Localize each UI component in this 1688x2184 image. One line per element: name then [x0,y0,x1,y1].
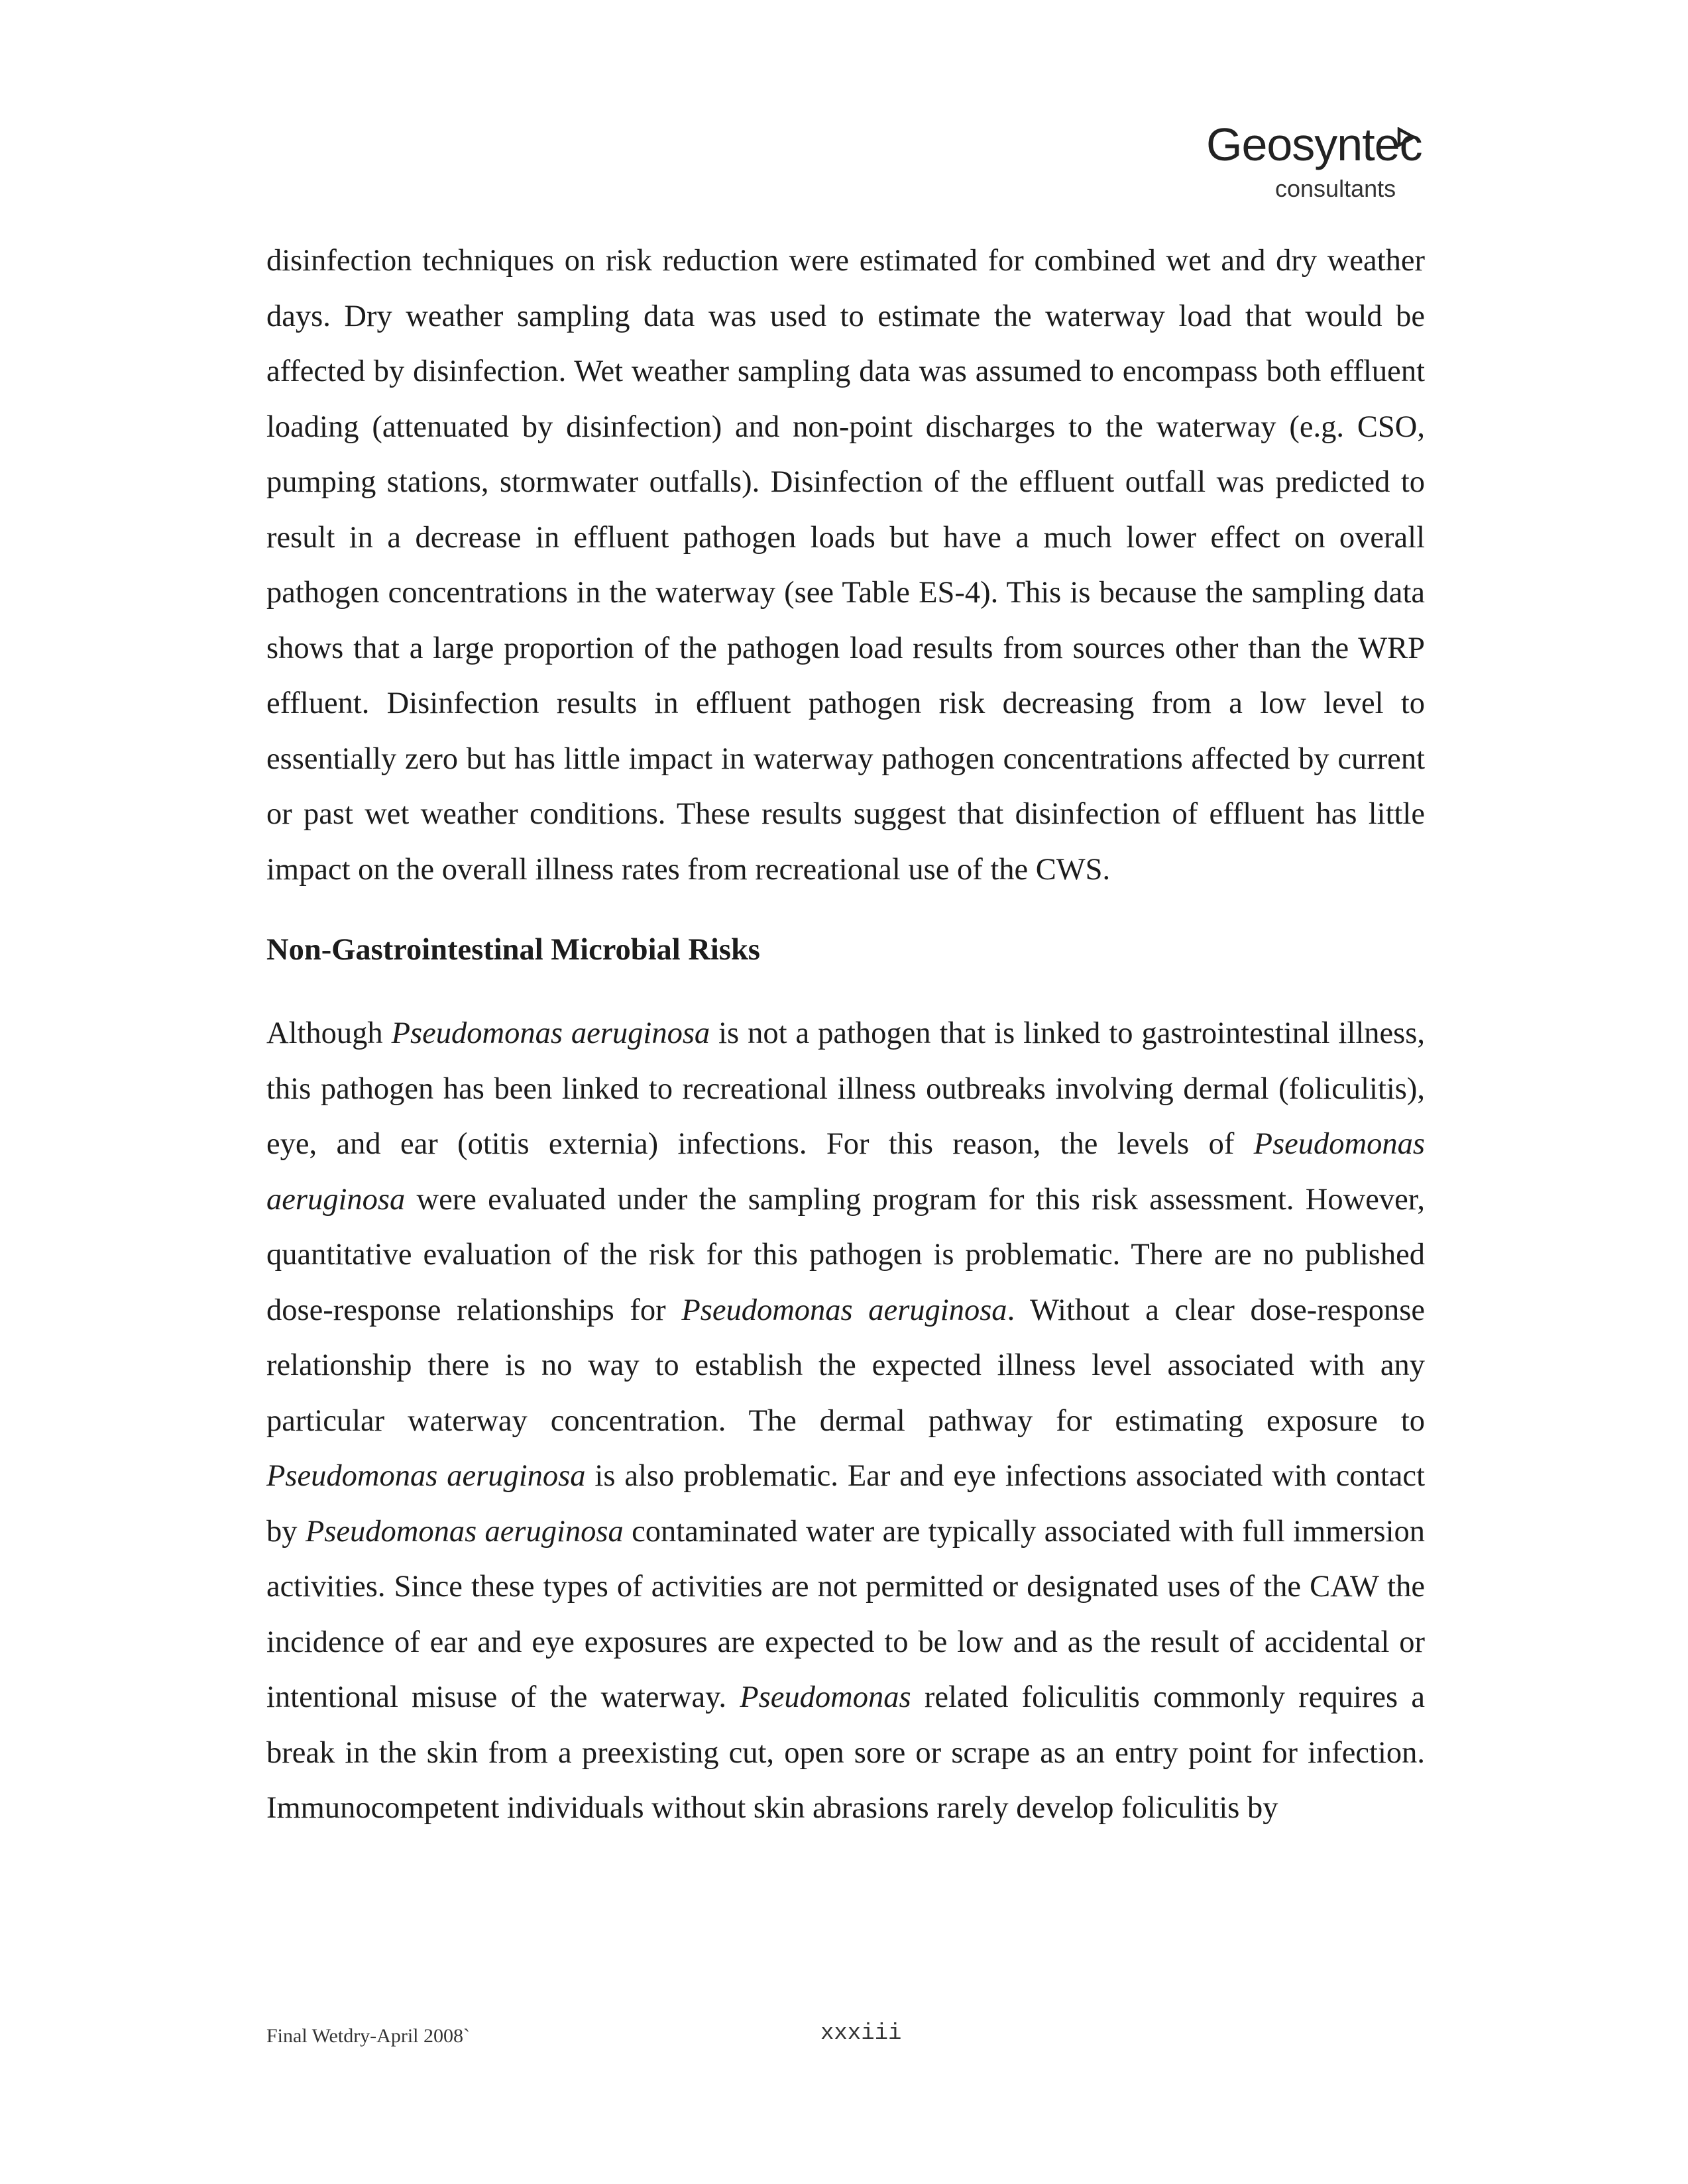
footer-document-id: Final Wetdry-April 2008` [266,2025,470,2047]
paragraph-disinfection-results: disinfection techniques on risk reduction were estimated for combined wet and dry weather days. Dry weather sampling data was used to estimate the waterway load that would be affected by disinfection. Wet weather sampling data was assumed to encompass both effluent loading (attenuated by disinfection) and non-point discharges to the waterway (e.g. CSO, pumping stations, stormwater outfalls). Disinfection of the effluent outfall was predicted to result in a decrease in effluent pathogen loads but have a much lower effect on overall pathogen concentrations in the waterway (see Table ES-4). This is because the sampling data shows that a large proportion of the pathogen load results from sources other than the WRP effluent. Disinfection results in effluent pathogen risk decreasing from a low level to essentially zero but has little impact in waterway pathogen concentrations affected by current or past wet weather conditions. These results suggest that disinfection of effluent has little impact on the overall illness rates from recreational use of the CWS. [266,244,1425,887]
species-name: Pseudomonas aeruginosa [681,1293,1007,1327]
text-run: is not a pathogen that is linked to gastrointestinal illness, this pathogen has been linked to recreational illness outbreaks involving dermal (foliculitis), eye, and ear (otitis externia) infections. For this reason, the levels of [266,1016,1425,1161]
genus-name: Pseudomonas [740,1680,911,1714]
company-logo [1166,118,1432,204]
text-run: . Without a clear dose-response relationship there is no way to establish the expected illness level associated with any particular waterway concentration. The dermal pathway for estimating exposure to [266,1293,1425,1438]
species-name: Pseudomonas aeruginosa [305,1514,624,1549]
logo-name: Geosyntec [1206,119,1422,170]
text-run: were evaluated under the sampling program for this risk assessment. However, quantitative evaluation of the risk for this pathogen is problematic. There are no published dose-response relationships for [266,1182,1425,1327]
page-content [266,233,1425,1836]
paragraph-pseudomonas [266,1006,1425,1836]
logo-subtitle: consultants [1275,175,1396,202]
text-run: is also problematic. Ear and eye infections associated with contact by [266,1459,1425,1549]
triangle-outline-icon [1396,127,1416,147]
text-run: related foliculitis commonly requires a break in the skin from a preexisting cut, open sore or scrape as an entry point for infection. Immunocompetent individuals without skin abrasions rarely develop foliculitis by [266,1680,1425,1825]
text-run: Although [266,1016,392,1050]
section-heading: Non-Gastrointestinal Microbial Risks [266,933,760,967]
text-run: contaminated water are typically associated with full immersion activities. Since these types of activities are not permitted or designated uses of the CAW the incidence of ear and eye exposures are expected to be low and as the result of accidental or intentional misuse of the waterway. [266,1514,1426,1714]
page-number: xxxiii [820,2021,902,2046]
species-name: Pseudomonas aeruginosa [391,1016,710,1050]
species-name: Pseudomonas aeruginosa [266,1459,586,1493]
species-name: Pseudomonas aeruginosa [266,1127,1425,1217]
